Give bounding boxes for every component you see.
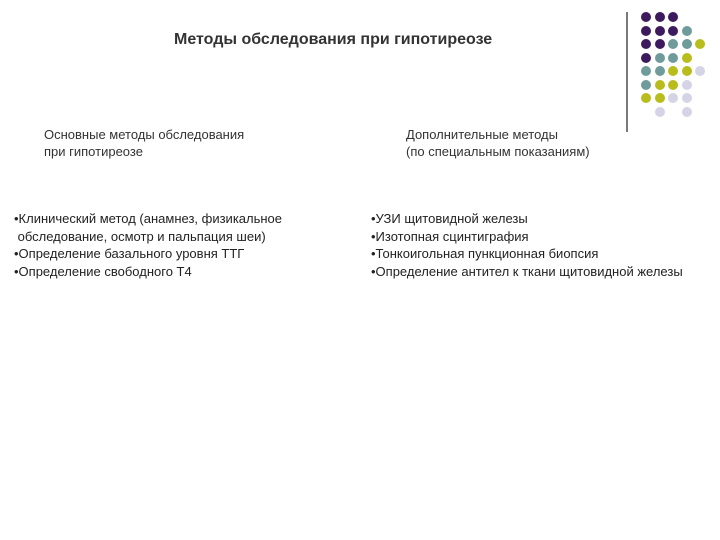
list-item: •Определение базального уровня ТТГ	[14, 246, 245, 261]
list-item: •Определение свободного Т4	[14, 263, 192, 279]
decorative-dot	[695, 39, 705, 49]
decorative-dot	[668, 12, 678, 22]
right-methods-list	[371, 210, 683, 280]
decorative-dot	[682, 53, 692, 63]
decorative-dot	[668, 39, 678, 49]
right-heading-line-2: (по специальным показаниям)	[406, 144, 590, 159]
left-methods-list	[14, 210, 282, 280]
list-item: •Клинический метод (анамнез, физикальное	[14, 211, 283, 226]
decorative-dot-grid	[0, 0, 720, 130]
decorative-dot	[655, 26, 665, 36]
decorative-dot	[682, 39, 692, 49]
decorative-divider	[626, 12, 628, 132]
decorative-dot	[641, 26, 651, 36]
decorative-dot	[655, 12, 665, 22]
decorative-dot	[641, 93, 651, 103]
decorative-dot	[668, 66, 678, 76]
decorative-dot	[641, 12, 651, 22]
decorative-dot	[682, 66, 692, 76]
decorative-dot	[641, 39, 651, 49]
left-heading-line-2: при гипотиреозе	[44, 144, 143, 159]
list-item: обследование, осмотр и пальпация шеи)	[14, 228, 266, 244]
decorative-dot	[655, 39, 665, 49]
decorative-dot	[641, 80, 651, 90]
decorative-dot	[682, 93, 692, 103]
decorative-dot	[641, 53, 651, 63]
decorative-dot	[668, 80, 678, 90]
slide-title: Методы обследования при гипотиреозе	[174, 31, 493, 48]
list-item: •Тонкоигольная пункционная биопсия	[371, 246, 599, 261]
decorative-dot	[655, 80, 665, 90]
list-item: •Определение антител к ткани щитовидной железы	[371, 263, 683, 279]
decorative-dot	[668, 53, 678, 63]
decorative-dot	[655, 93, 665, 103]
decorative-dot	[668, 26, 678, 36]
right-column-heading	[406, 126, 590, 160]
list-item: •Изотопная сцинтиграфия	[371, 228, 529, 244]
decorative-dot	[695, 66, 705, 76]
left-heading-line-1: Основные методы обследования	[44, 127, 245, 142]
decorative-dot	[682, 107, 692, 117]
decorative-dot	[655, 53, 665, 63]
decorative-dot	[641, 66, 651, 76]
list-item: •УЗИ щитовидной железы	[371, 211, 528, 226]
decorative-dot	[682, 80, 692, 90]
right-heading-line-1: Дополнительные методы	[406, 127, 558, 142]
decorative-dot	[655, 107, 665, 117]
decorative-dot	[682, 26, 692, 36]
decorative-dot	[655, 66, 665, 76]
decorative-dot	[668, 93, 678, 103]
left-column-heading	[44, 126, 244, 160]
